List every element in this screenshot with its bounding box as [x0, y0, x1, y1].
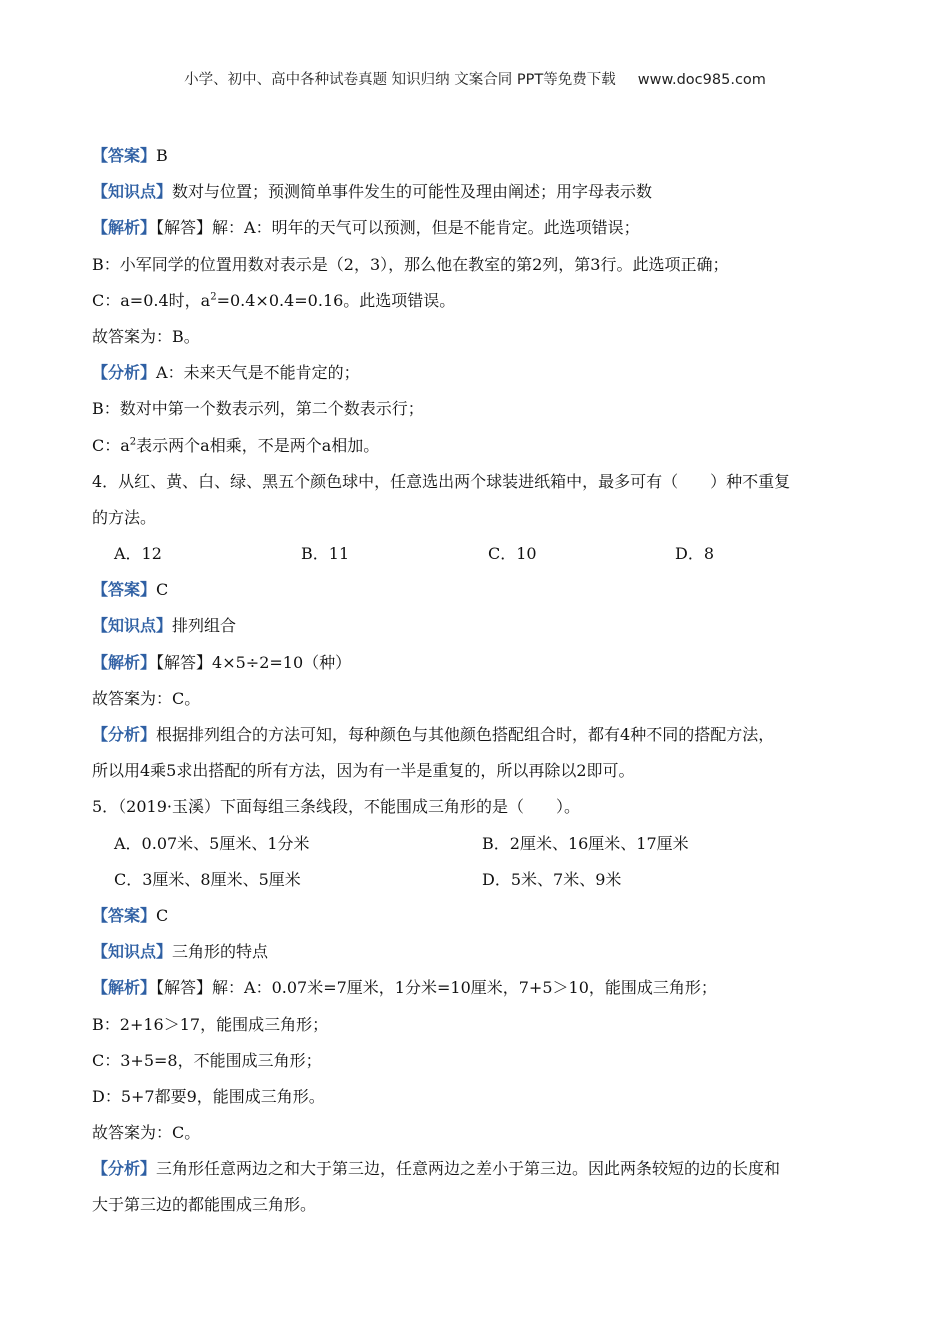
solution-tag: 【解答】 — [156, 978, 213, 998]
answer-line: 【答案】B — [92, 146, 168, 165]
option-b: B．11 — [301, 544, 350, 564]
text-line: D：5+7都要9，能围成三角形。 — [92, 1086, 325, 1106]
text-line: C：3+5=8，不能围成三角形； — [92, 1050, 322, 1070]
knowledge-tag: 【知识点】 — [92, 182, 173, 202]
solution-tag: 【解答】 — [156, 652, 213, 672]
analysis-line: 【解析】【解答】解：A：明年的天气可以预测，但是不能肯定。此选项错误； — [92, 218, 640, 238]
reason-tag: 【分析】 — [92, 1159, 157, 1179]
header-text: 小学、初中、高中各种试卷真题 知识归纳 文案合同 PPT等免费下载 — [184, 72, 616, 88]
answer-tag: 【答案】 — [92, 580, 157, 600]
page-header — [0, 68, 950, 89]
question-4: 4．从红、黄、白、绿、黑五个颜色球中，任意选出两个球装进纸箱中，最多可有（ ）种不重复 — [92, 471, 791, 491]
knowledge-line: 【知识点】排列组合 — [92, 616, 237, 636]
reason-tag: 【分析】 — [92, 725, 157, 744]
text-line: 故答案为：C。 — [92, 688, 201, 708]
knowledge-tag: 【知识点】 — [92, 616, 173, 636]
analysis-tag: 【解析】 — [92, 218, 157, 238]
text-line: B：2+16＞17，能围成三角形； — [92, 1014, 329, 1034]
knowledge-line: 【知识点】数对与位置；预测简单事件发生的可能性及理由阐述；用字母表示数 — [92, 182, 653, 202]
analysis-line: 【解析】【解答】解：A：0.07米=7厘米，1分米=10厘米，7+5＞10，能围成三角形； — [92, 978, 717, 998]
text-line: B：数对中第一个数表示列，第二个数表示行； — [92, 399, 424, 419]
text-line: 故答案为：B。 — [92, 326, 200, 346]
text-line: 的方法。 — [92, 507, 157, 527]
reason-line: 【分析】A：未来天气是不能肯定的； — [92, 363, 360, 383]
text-line: B：小军同学的位置用数对表示是（2，3），那么他在教室的第2列，第3行。此选项正确； — [92, 254, 729, 274]
question-4-options — [92, 536, 862, 572]
answer-tag: 【答案】 — [92, 146, 157, 165]
knowledge-tag: 【知识点】 — [92, 942, 173, 962]
reason-tag: 【分析】 — [92, 363, 157, 383]
document-body — [92, 138, 862, 1224]
reason-line: 【分析】根据排列组合的方法可知，每种颜色与其他颜色搭配组合时，都有4种不同的搭配方法， — [92, 725, 775, 744]
analysis-tag: 【解析】 — [92, 978, 157, 998]
option-a: A．0.07米、5厘米、1分米 — [114, 833, 310, 853]
analysis-line: 【解析】【解答】4×5÷2=10（种） — [92, 652, 352, 672]
text-line: 故答案为：C。 — [92, 1123, 201, 1143]
question-5: 5．（2019·玉溪）下面每组三条线段，不能围成三角形的是（ ）。 — [92, 797, 580, 817]
option-c: C．3厘米、8厘米、5厘米 — [114, 869, 301, 889]
header-site-link[interactable]: www.doc985.com — [637, 72, 766, 88]
answer-line: 【答案】C — [92, 905, 169, 925]
question-5-options-row1 — [92, 826, 862, 862]
text-line: C：$a^2$表示两个a相乘，不是两个a相加。 — [92, 435, 380, 455]
option-c: C．10 — [488, 544, 537, 564]
analysis-tag: 【解析】 — [92, 652, 157, 672]
option-d: D．5米、7米、9米 — [482, 869, 622, 889]
option-a: A．12 — [114, 544, 162, 564]
text-line: C：a=0.4时，$a^2=0.4\times 0.4=0.16$。此选项错误。 — [92, 290, 456, 310]
text-line: 所以用4乘5求出搭配的所有方法，因为有一半是重复的，所以再除以2即可。 — [92, 761, 635, 781]
option-d: D．8 — [675, 544, 715, 564]
question-5-options-row2 — [92, 862, 862, 898]
knowledge-line: 【知识点】三角形的特点 — [92, 942, 269, 962]
solution-tag: 【解答】 — [156, 218, 213, 238]
text-line: 大于第三边的都能围成三角形。 — [92, 1195, 317, 1215]
option-b: B．2厘米、16厘米、17厘米 — [482, 833, 689, 853]
answer-line: 【答案】C — [92, 580, 169, 600]
answer-tag: 【答案】 — [92, 905, 157, 925]
reason-line: 【分析】三角形任意两边之和大于第三边，任意两边之差小于第三边。因此两条较短的边的长度和 — [92, 1159, 781, 1179]
